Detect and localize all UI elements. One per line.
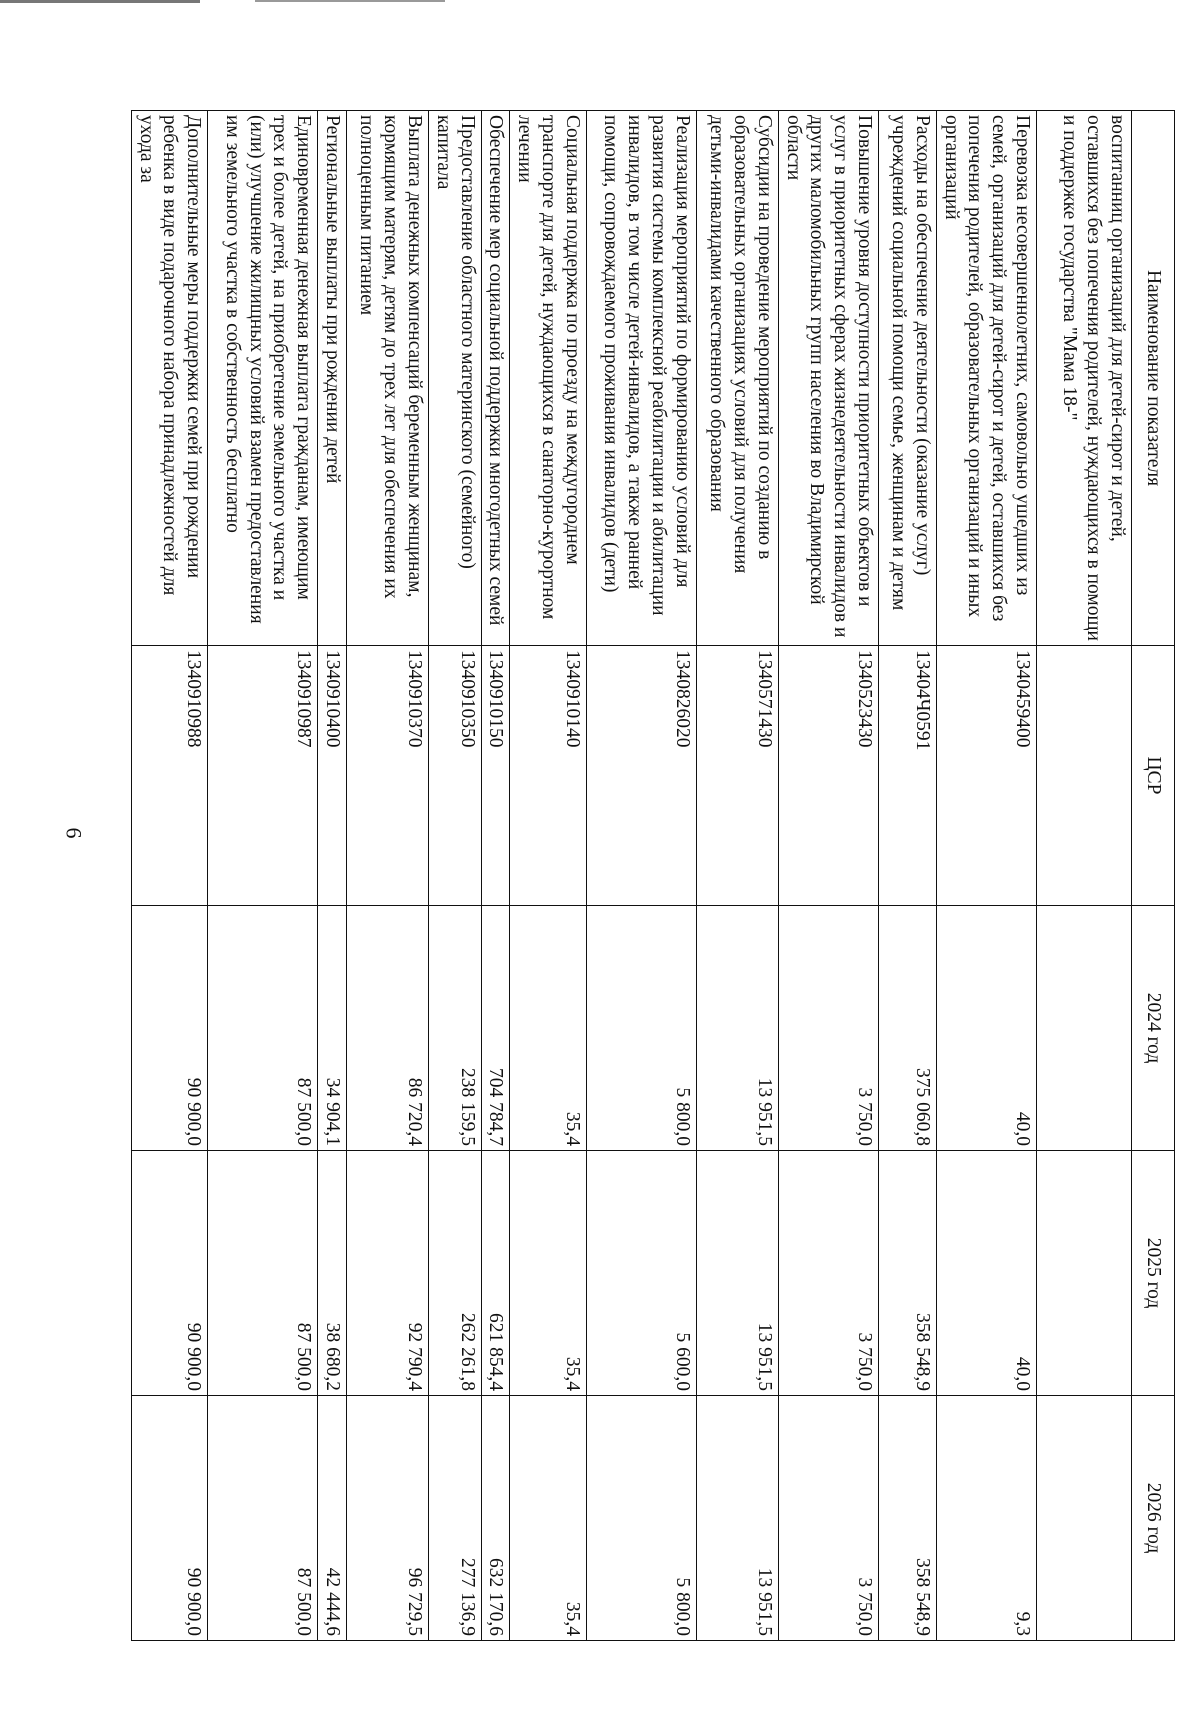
table-row [429, 111, 482, 1641]
scan-edge-artifact [0, 0, 200, 3]
row-value-2025: 87 500,0 [208, 1151, 318, 1396]
header-2024: 2024 год [1132, 906, 1175, 1151]
row-value-2025: 358 548,9 [878, 1151, 936, 1396]
table-row [131, 111, 207, 1641]
row-value-2025: 262 261,8 [429, 1151, 482, 1396]
row-value-2024: 35,4 [510, 906, 586, 1151]
row-name-cell: Реализация мероприятий по формированию условий для развития системы комплексной реабилитации и абилитации инвалидов, в том числе детей-инвалидов, а также ранней помощи, сопровождаемого проживания инвалидов (дети) [586, 111, 696, 646]
row-value-2025: 38 680,2 [318, 1151, 347, 1396]
table-row [510, 111, 586, 1641]
page-number: 6 [61, 827, 87, 839]
table-row [481, 111, 510, 1641]
table-row [1037, 111, 1132, 1641]
row-csr-cell: 1340910350 [429, 646, 482, 906]
row-value-2026 [1037, 1396, 1132, 1641]
row-value-2024: 13 951,5 [696, 906, 778, 1151]
row-value-2025: 35,4 [510, 1151, 586, 1396]
rotated-page-content [135, 110, 1175, 1640]
row-value-2024: 375 060,8 [878, 906, 936, 1151]
row-value-2026: 9,3 [936, 1396, 1036, 1641]
table-row [318, 111, 347, 1641]
row-name-cell: Дополнительные меры поддержки семей при рождении ребенка в виде подарочного набора принадлежностей для ухода за [131, 111, 207, 646]
row-csr-cell: 1340910988 [131, 646, 207, 906]
table-row [696, 111, 778, 1641]
row-name-cell: Повышение уровня доступности приоритетных объектов и услуг в приоритетных сферах жизнедеятельности инвалидов и других маломобильных групп населения во Владимирской области [778, 111, 878, 646]
row-value-2026: 42 444,6 [318, 1396, 347, 1641]
row-name-cell: Предоставление областного материнского (семейного) капитала [429, 111, 482, 646]
row-value-2026: 90 900,0 [131, 1396, 207, 1641]
row-value-2025: 13 951,5 [696, 1151, 778, 1396]
row-value-2026: 277 136,9 [429, 1396, 482, 1641]
row-value-2026: 96 729,5 [347, 1396, 429, 1641]
row-value-2026: 35,4 [510, 1396, 586, 1641]
row-value-2026: 3 750,0 [778, 1396, 878, 1641]
row-value-2024: 87 500,0 [208, 906, 318, 1151]
row-value-2024: 704 784,7 [481, 906, 510, 1151]
row-value-2025: 92 790,4 [347, 1151, 429, 1396]
row-value-2025: 621 854,4 [481, 1151, 510, 1396]
row-csr-cell: 1340523430 [778, 646, 878, 906]
row-csr-cell [1037, 646, 1132, 906]
row-value-2026: 87 500,0 [208, 1396, 318, 1641]
row-value-2024 [1037, 906, 1132, 1151]
row-value-2024: 3 750,0 [778, 906, 878, 1151]
table-row [208, 111, 318, 1641]
row-name-cell: Обеспечение мер социальной поддержки многодетных семей [481, 111, 510, 646]
header-name: Наименование показателя [1132, 111, 1175, 646]
row-value-2024: 5 800,0 [586, 906, 696, 1151]
table-row [778, 111, 878, 1641]
table-row [586, 111, 696, 1641]
header-2025: 2025 год [1132, 1151, 1175, 1396]
row-csr-cell: 1340459400 [936, 646, 1036, 906]
row-value-2025: 5 600,0 [586, 1151, 696, 1396]
row-name-cell: Региональные выплаты при рождении детей [318, 111, 347, 646]
row-value-2026: 632 170,6 [481, 1396, 510, 1641]
header-2026: 2026 год [1132, 1396, 1175, 1641]
row-csr-cell: 1340910140 [510, 646, 586, 906]
budget-table [131, 110, 1175, 1641]
row-value-2025: 40,0 [936, 1151, 1036, 1396]
row-value-2024: 86 720,4 [347, 906, 429, 1151]
table-row [878, 111, 936, 1641]
row-name-cell: Единовременная денежная выплата гражданам, имеющим трех и более детей, на приобретение земельного участка и (или) улучшение жилищных условий взамен предоставления им земельного участка в собственность бесплатно [208, 111, 318, 646]
table-row [347, 111, 429, 1641]
row-value-2024: 40,0 [936, 906, 1036, 1151]
row-csr-cell: 1340910987 [208, 646, 318, 906]
row-value-2025: 3 750,0 [778, 1151, 878, 1396]
row-value-2024: 90 900,0 [131, 906, 207, 1151]
row-value-2024: 34 904,1 [318, 906, 347, 1151]
row-name-cell: Расходы на обеспечение деятельности (оказание услуг) учреждений социальной помощи семье, женщинам и детям [878, 111, 936, 646]
row-name-cell: Социальная поддержка по проезду на междугороднем транспорте для детей, нуждающихся в санаторно-курортном лечении [510, 111, 586, 646]
row-csr-cell: 1340826020 [586, 646, 696, 906]
row-name-cell: Выплата денежных компенсаций беременным женщинам, кормящим матерям, детям до трех лет для обеспечения их полноценным питанием [347, 111, 429, 646]
table-row [936, 111, 1036, 1641]
table-header-row [1132, 111, 1175, 1641]
row-value-2026: 358 548,9 [878, 1396, 936, 1641]
row-csr-cell: 13404Ч0591 [878, 646, 936, 906]
row-name-cell: Субсидии на проведение мероприятий по созданию в образовательных организациях условий для получения детьми-инвалидами качественного образования [696, 111, 778, 646]
row-value-2026: 13 951,5 [696, 1396, 778, 1641]
row-name-cell: Перевозка несовершеннолетних, самовольно ушедших из семей, организаций для детей-сирот и детей, оставшихся без попечения родителей, образовательных организаций и иных организаций [936, 111, 1036, 646]
row-csr-cell: 1340571430 [696, 646, 778, 906]
row-name-cell: воспитанниц организаций для детей-сирот и детей, оставшихся без попечения родителей, нуждающихся в помощи и поддержке государства "Мама 18-" [1037, 111, 1132, 646]
row-csr-cell: 1340910400 [318, 646, 347, 906]
row-csr-cell: 1340910370 [347, 646, 429, 906]
scan-edge-artifact [255, 0, 445, 2]
row-csr-cell: 1340910150 [481, 646, 510, 906]
row-value-2025 [1037, 1151, 1132, 1396]
row-value-2025: 90 900,0 [131, 1151, 207, 1396]
header-csr: ЦСР [1132, 646, 1175, 906]
row-value-2026: 5 800,0 [586, 1396, 696, 1641]
row-value-2024: 238 159,5 [429, 906, 482, 1151]
